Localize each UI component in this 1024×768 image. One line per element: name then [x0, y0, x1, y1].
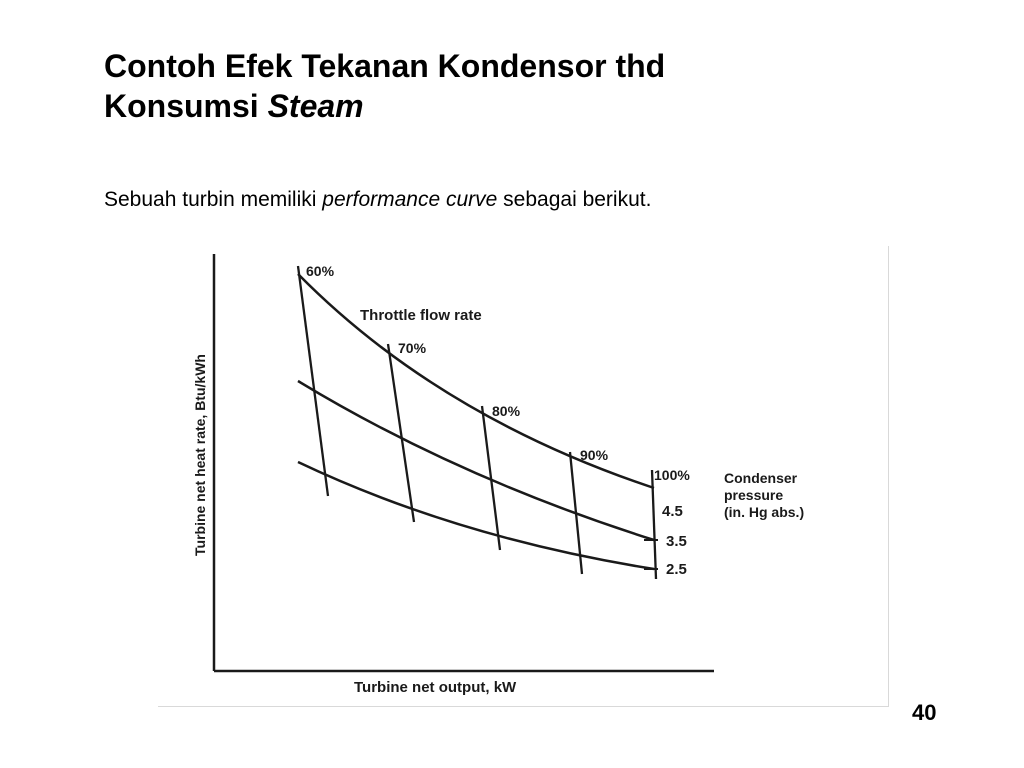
page-number: 40 — [912, 700, 937, 725]
y-axis-label: Turbine net heat rate, Btu/kWh — [192, 354, 208, 556]
pressure-label-4-5: 4.5 — [662, 503, 683, 520]
x-axis-label: Turbine net output, kW — [354, 679, 517, 696]
pressure-label-2-5: 2.5 — [666, 561, 687, 578]
flow-line-60 — [298, 266, 328, 496]
title-line-1: Contoh Efek Tekanan Kondensor thd — [104, 48, 666, 84]
condenser-label-3: (in. Hg abs.) — [724, 504, 805, 520]
subtitle-suffix: sebagai berikut. — [497, 188, 652, 211]
flow-label-70: 70% — [398, 340, 427, 356]
pressure-label-3-5: 3.5 — [666, 533, 687, 550]
flow-label-60: 60% — [306, 263, 335, 279]
title-line-2-prefix: Konsumsi — [104, 88, 268, 124]
subtitle-italic: performance curve — [322, 188, 498, 211]
curve-3-5 — [298, 462, 654, 569]
performance-curve-figure — [158, 246, 889, 707]
flow-line-100 — [652, 470, 656, 579]
condenser-label-1: Condenser — [724, 470, 798, 486]
performance-curve-diagram — [158, 246, 888, 706]
slide-title — [104, 46, 924, 126]
flow-label-80: 80% — [492, 403, 521, 419]
flow-label-100: 100% — [654, 467, 690, 483]
flow-label-90: 90% — [580, 447, 609, 463]
throttle-flow-label: Throttle flow rate — [360, 307, 482, 324]
slide-subtitle — [104, 186, 651, 214]
condenser-label-2: pressure — [724, 487, 784, 503]
subtitle-prefix: Sebuah turbin memiliki — [104, 188, 323, 211]
title-line-2 — [104, 86, 924, 126]
title-line-2-italic: Steam — [267, 88, 364, 124]
